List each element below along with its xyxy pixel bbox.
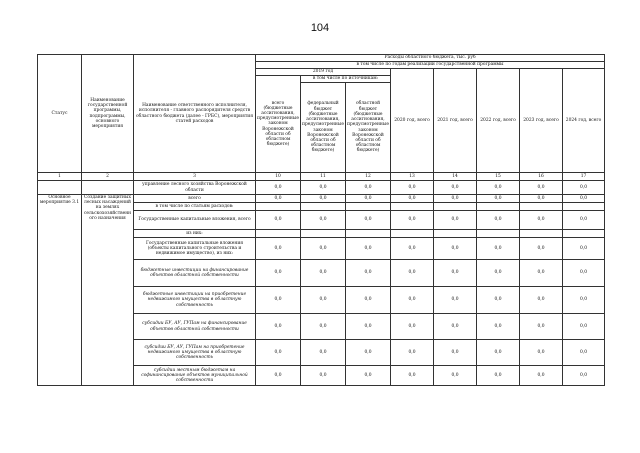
col-number: 13 — [391, 173, 434, 181]
cell-value: 0,0 — [563, 238, 605, 260]
cell-value — [346, 203, 391, 211]
cell-value: 0,0 — [477, 340, 520, 366]
cell-value: 0,0 — [346, 287, 391, 314]
cell-value: 0,0 — [346, 181, 391, 195]
col-number: 11 — [301, 173, 346, 181]
cell-value: 0,0 — [477, 287, 520, 314]
header-total: всего (бюджетные ассигнования, предусмотренные законом Воронежской области об областном бюджете) — [256, 76, 301, 173]
cell-value: 0,0 — [434, 366, 477, 386]
header-regional: областной бюджет (бюджетные ассигнования, предусмотренные законом Воронежской области об областном бюджете) — [346, 83, 391, 173]
page-number: 104 — [310, 22, 330, 34]
cell-value: 0,0 — [346, 238, 391, 260]
cell-value: 0,0 — [477, 211, 520, 230]
cell-value: 0,0 — [391, 181, 434, 195]
cell-value — [346, 230, 391, 238]
cell-value: 0,0 — [434, 181, 477, 195]
col-number: 16 — [520, 173, 563, 181]
cell-value — [391, 203, 434, 211]
cell-value — [477, 230, 520, 238]
cell-value: 0,0 — [301, 211, 346, 230]
cell-value: 0,0 — [434, 287, 477, 314]
cell-value: 0,0 — [346, 366, 391, 386]
cell-value — [256, 230, 301, 238]
col-number: 1 — [38, 173, 82, 181]
cell-value: 0,0 — [520, 340, 563, 366]
header-2021: 2021 год, всего — [434, 69, 477, 173]
header-2024: 2024 год, всего — [563, 69, 605, 173]
cell-value: 0,0 — [346, 314, 391, 340]
cell-value: 0,0 — [477, 181, 520, 195]
row-label: из них: — [134, 230, 256, 238]
cell-value: 0,0 — [256, 340, 301, 366]
cell-value: 0,0 — [256, 260, 301, 287]
cell-value — [477, 203, 520, 211]
cell-value — [520, 230, 563, 238]
cell-value: 0,0 — [391, 366, 434, 386]
col-number: 14 — [434, 173, 477, 181]
cell-value: 0,0 — [434, 211, 477, 230]
col-number: 10 — [256, 173, 301, 181]
header-program-name: Наименование государственной программы, подпрограммы, основного мероприятия — [82, 55, 134, 173]
cell-value — [301, 230, 346, 238]
cell-value: 0,0 — [520, 314, 563, 340]
cell-value: 0,0 — [256, 238, 301, 260]
row-label: бюджетные инвестиции на приобретение недвижимого имущества в областную собственность — [134, 287, 256, 314]
cell-value: 0,0 — [346, 195, 391, 203]
header-year-2019: 2019 год — [256, 69, 391, 76]
row-label: в том числе по статьям расходов: — [134, 203, 256, 211]
cell-value: 0,0 — [301, 195, 346, 203]
cell-value: 0,0 — [391, 260, 434, 287]
cell-value: 0,0 — [256, 211, 301, 230]
row-label: субсидии БУ, АУ, ГУПам на приобретение недвижимого имущества в областную собственность — [134, 340, 256, 366]
cell-value: 0,0 — [563, 340, 605, 366]
column-numbers-row — [38, 173, 605, 181]
cell-value: 0,0 — [434, 195, 477, 203]
header-expenses-title: Расходы областного бюджета, тыс. руб — [256, 55, 605, 62]
cell-value — [256, 203, 301, 211]
row-label: субсидии местным бюджетам на софинансирование объектов муниципальной собственности — [134, 366, 256, 386]
header-sources: в том числе по источникам: — [301, 76, 391, 83]
cell-value: 0,0 — [391, 238, 434, 260]
header-2020: 2020 год, всего — [391, 69, 434, 173]
cell-value: 0,0 — [520, 260, 563, 287]
cell-value — [434, 230, 477, 238]
cell-value: 0,0 — [346, 260, 391, 287]
row-label: субсидии БУ, АУ, ГУПам на финансирование объектов областной собственности — [134, 314, 256, 340]
header-executor: Наименование ответственного исполнителя, исполнителя - главного распорядителя средств областного бюджета (далее - ГРБС), мероприятия статей расходов — [134, 55, 256, 173]
cell-value: 0,0 — [477, 366, 520, 386]
header-2023: 2023 год, всего — [520, 69, 563, 173]
cell-value: 0,0 — [391, 314, 434, 340]
row-label: всего — [134, 195, 256, 203]
header-status: Статус — [38, 55, 82, 173]
cell-value: 0,0 — [256, 366, 301, 386]
cell-value: 0,0 — [477, 260, 520, 287]
cell-value: 0,0 — [434, 238, 477, 260]
cell-value — [563, 203, 605, 211]
row-label: бюджетные инвестиции на финансирование объектов областной собственности — [134, 260, 256, 287]
col-number: 3 — [134, 173, 256, 181]
cell-value: 0,0 — [346, 340, 391, 366]
cell-value: 0,0 — [434, 314, 477, 340]
header-2022: 2022 год, всего — [477, 69, 520, 173]
header-by-year-title: в том числе по годам реализации государственной программы — [256, 62, 605, 69]
cell-value: 0,0 — [301, 340, 346, 366]
cell-value: 0,0 — [346, 211, 391, 230]
cell-value: 0,0 — [301, 366, 346, 386]
cell-value: 0,0 — [563, 211, 605, 230]
cell-value: 0,0 — [477, 238, 520, 260]
cell-value: 0,0 — [520, 238, 563, 260]
cell-value: 0,0 — [256, 195, 301, 203]
table-row — [38, 181, 605, 195]
row-label: Государственные капитальные вложения, всего — [134, 211, 256, 230]
col-number: 17 — [563, 173, 605, 181]
row-label: Государственные капитальные вложения (объекты капитального строительства и недвижимое имущество), из них: — [134, 238, 256, 260]
cell-value: 0,0 — [563, 181, 605, 195]
header-federal: федеральный бюджет (бюджетные ассигнования, предусмотренные законом Воронежской области об областном бюджете) — [301, 83, 346, 173]
cell-value: 0,0 — [520, 195, 563, 203]
col-number: 15 — [477, 173, 520, 181]
cell-value: 0,0 — [301, 238, 346, 260]
cell-value — [563, 230, 605, 238]
cell-value: 0,0 — [563, 195, 605, 203]
cell-value: 0,0 — [520, 366, 563, 386]
budget-table — [37, 54, 605, 386]
cell-value — [520, 203, 563, 211]
cell-value — [301, 203, 346, 211]
col-number: 2 — [82, 173, 134, 181]
cell-value: 0,0 — [477, 195, 520, 203]
program-cell: Создание защитных лесных насаждений на землях сельскохозяйственного назначения — [82, 195, 134, 386]
cell-value: 0,0 — [563, 314, 605, 340]
cell-value: 0,0 — [520, 287, 563, 314]
cell-value: 0,0 — [391, 195, 434, 203]
cell-value: 0,0 — [256, 181, 301, 195]
cell-value — [391, 230, 434, 238]
table-row — [38, 195, 605, 203]
row-label: управление лесного хозяйства Воронежской области — [134, 181, 256, 195]
col-number: 12 — [346, 173, 391, 181]
cell-value: 0,0 — [256, 314, 301, 340]
cell-value: 0,0 — [563, 260, 605, 287]
cell-value: 0,0 — [301, 287, 346, 314]
cell-value: 0,0 — [256, 287, 301, 314]
cell-value: 0,0 — [434, 340, 477, 366]
cell-value: 0,0 — [391, 287, 434, 314]
cell-value: 0,0 — [301, 181, 346, 195]
status-cell: Основное мероприятие 3.1 — [38, 195, 82, 386]
cell-value: 0,0 — [563, 287, 605, 314]
cell-value: 0,0 — [301, 314, 346, 340]
cell-value: 0,0 — [434, 260, 477, 287]
cell-value: 0,0 — [520, 181, 563, 195]
cell-value: 0,0 — [301, 260, 346, 287]
cell-value: 0,0 — [391, 340, 434, 366]
cell-value — [434, 203, 477, 211]
cell-value: 0,0 — [563, 366, 605, 386]
cell-value: 0,0 — [520, 211, 563, 230]
cell-value: 0,0 — [391, 211, 434, 230]
cell-value: 0,0 — [477, 314, 520, 340]
